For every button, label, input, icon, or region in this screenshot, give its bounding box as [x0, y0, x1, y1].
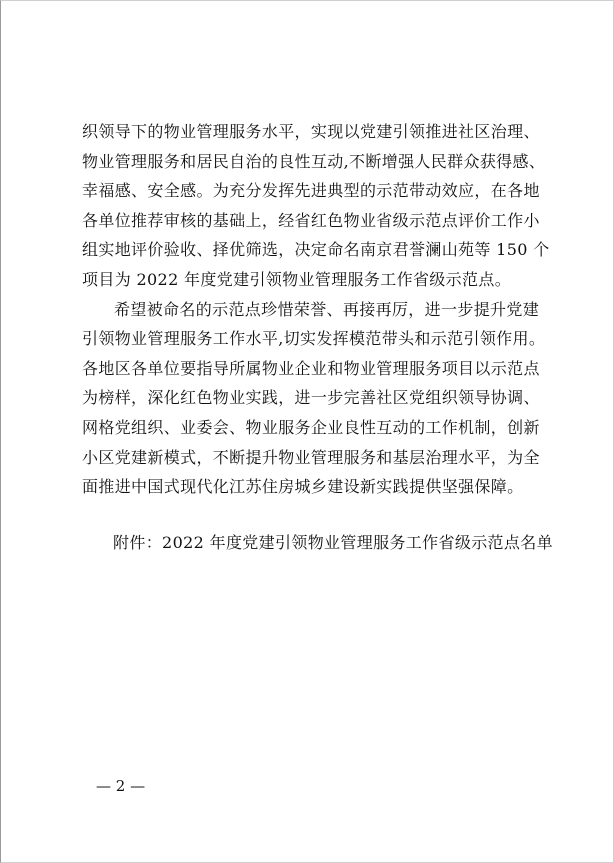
text-line: 幸福感、安全感。为充分发挥先进典型的示范带动效应，在各地: [82, 181, 540, 201]
text-line: 各单位推荐审核的基础上，经省红色物业省级示范点评价工作小: [82, 210, 540, 230]
text-line: 引领物业管理服务工作水平,切实发挥模范带头和示范引领作用。: [82, 329, 546, 349]
paragraph-2: [82, 295, 552, 502]
text-line: 组实地评价验收、择优筛选，决定命名南京君誉澜山苑等 150 个: [82, 240, 550, 260]
text-line: 各地区各单位要指导所属物业企业和物业管理服务项目以示范点: [82, 358, 540, 378]
text-line: 为榜样，深化红色物业实践，进一步完善社区党组织领导协调、: [82, 388, 540, 408]
text-line: 物业管理服务和居民自治的良性互动,不断增强人民群众获得感、: [82, 151, 546, 171]
page-number: — 2 —: [96, 777, 146, 795]
text-line: 网格党组织、业委会、物业服务企业良性互动的工作机制，创新: [82, 417, 540, 437]
attachment-line: 附件：2022 年度党建引领物业管理服务工作省级示范点名单: [113, 533, 553, 552]
text-line: 希望被命名的示范点珍惜荣誉、再接再厉，进一步提升党建: [114, 299, 540, 319]
paragraph-1: [82, 117, 552, 295]
text-line: 小区党建新模式，不断提升物业管理服务和基层治理水平，为全: [82, 447, 540, 467]
text-line: 项目为 2022 年度党建引领物业管理服务工作省级示范点。: [82, 269, 512, 289]
text-line: 面推进中国式现代化江苏住房城乡建设新实践提供坚强保障。: [82, 477, 524, 497]
text-line: 织领导下的物业管理服务水平，实现以党建引领推进社区治理、: [82, 122, 540, 141]
document-body: [82, 117, 552, 502]
